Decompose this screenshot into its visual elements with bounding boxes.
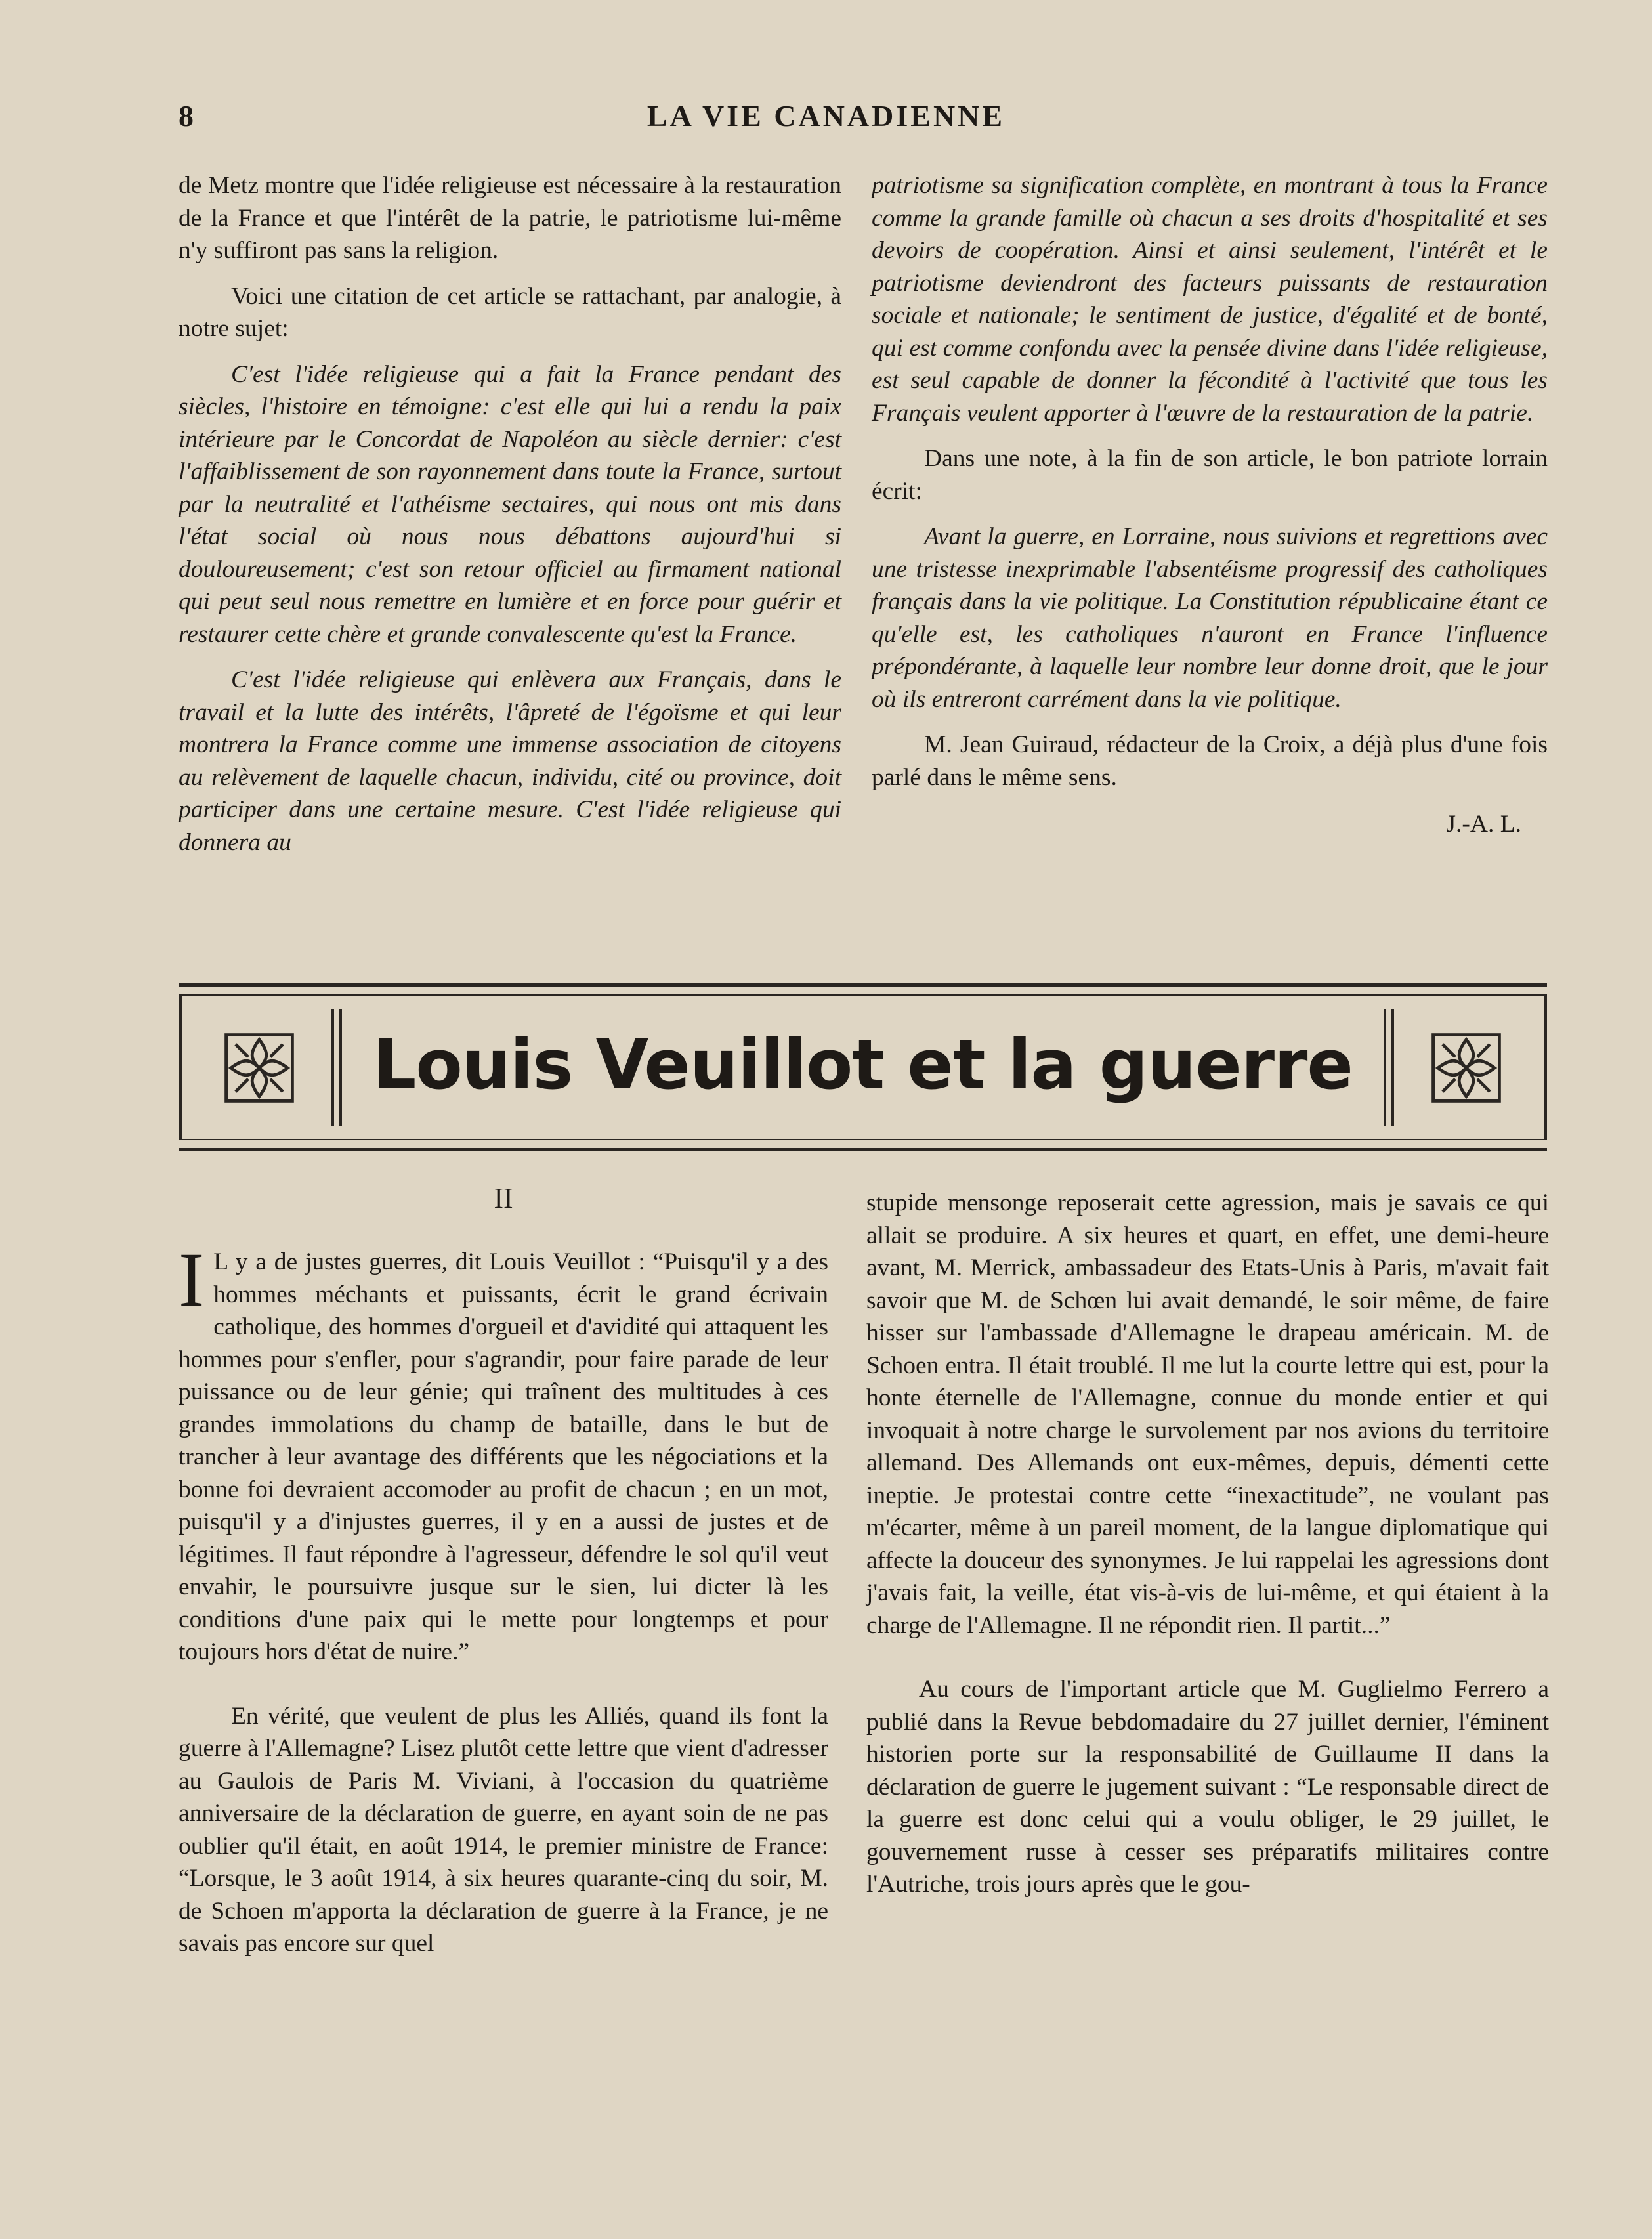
article-title-banner xyxy=(179,983,1547,1151)
page-number: 8 xyxy=(179,99,194,133)
paragraph: Dans une note, à la fin de son article, le bon patriote lorrain écrit: xyxy=(872,445,1548,505)
paragraph: stupide mensonge reposerait cette agression, mais je savais ce qui allait se produire. A six heures et quart, en effet, une demi-heure avant, M. Merrick, ambassadeur des Etats-Unis à Paris, m'avait fait savoir que M. de Schœn lui avait demandé, le soir même, de faire hisser sur l'ambassade d'Allemagne le drapeau américain. M. de Schoen entra. Il était troublé. Il me lut la courte lettre qui est, pour la honte éternelle de l'Allemagne, connue du monde entier et qui invoquait à notre charge le survolement par nos avions du territoire allemand. Des Allemands ont eux-mêmes, depuis, démenti cette ineptie. Je protestai contre cette “inexactitude”, ne voulant pas m'écarter, même à un pareil moment, de la langue diplomatique qui affecte la douceur des synonymes. Je lui rappelai les agressions dont j'avais fait, la veille, état vis-à-vis de lui-même, et qui étaient à la charge de l'Allemagne. Il ne répondit rien. Il partit...” xyxy=(866,1189,1549,1639)
quotation-paragraph: C'est l'idée religieuse qui a fait la France pendant des siècles, l'histoire en témoigne: c'est elle qui lui a rendu la paix intérieure par le Concordat de Napoléon au siècle dernier: c'est l'affaiblissement de son rayonnement dans toute la France, surtout par la neutralité et l'athéisme sectaires, qui nous ont mis dans l'état social où nous nous débattons aujourd'hui si douloureusement; c'est son retour officiel au firmament national qui peut seul nous remettre en lumière et en force pour guérir et restaurer cette chère et grande convalescente qu'est la France. xyxy=(179,360,841,648)
page-header xyxy=(0,98,1652,144)
bottom-right-column xyxy=(866,1187,1549,1901)
quotation-paragraph: Avant la guerre, en Lorraine, nous suivions et regrettions avec une tristesse inexprimable l'absentéisme progressif des catholiques français dans la vie politique. La Constitution républicaine étant ce qu'elle est, les catholiques n'auront en France l'influence prépondérante, à laquelle leur nombre leur donne droit, que le jour où ils entreront carrément dans la vie politique. xyxy=(872,523,1548,713)
fleuron-ornament-icon xyxy=(220,1029,299,1107)
banner-frame xyxy=(179,994,1547,1140)
section-number: II xyxy=(494,1182,513,1214)
bottom-left-column xyxy=(179,1237,828,1960)
divider xyxy=(1391,1009,1394,1126)
author-signature: J.-A. L. xyxy=(1446,811,1521,838)
paragraph: M. Jean Guiraud, rédacteur de la Croix, a déjà plus d'une fois parlé dans le même sens. xyxy=(872,731,1548,791)
divider xyxy=(331,1009,334,1126)
paragraph xyxy=(179,1237,828,1669)
paragraph: Au cours de l'important article que M. Guglielmo Ferrero a publié dans la Revue bebdomadaire du 27 juillet dernier, l'éminent historien porte sur la responsabilité de Guillaume II dans la déclaration de guerre le jugement suivant : “Le responsable direct de la guerre est donc celui qui a voulu obliger, le 29 juillet, le gouvernement russe à cesser ses préparatifs militaires contre l'Autriche, trois jours après que le gou- xyxy=(866,1676,1549,1898)
top-left-column xyxy=(179,169,841,859)
divider xyxy=(339,1009,342,1126)
fleuron-ornament-icon xyxy=(1427,1029,1506,1107)
top-right-column xyxy=(872,169,1548,841)
drop-cap: I xyxy=(179,1237,205,1323)
paragraph: Voici une citation de cet article se rattachant, par analogie, à notre sujet: xyxy=(179,282,841,342)
article-title: Louis Veuillot et la guerre xyxy=(373,1025,1353,1105)
paragraph-text: L y a de justes guerres, dit Louis Veuillot : “Puisqu'il y a des hommes méchants et puissants, écrit le grand écrivain catholique, des hommes d'orgueil et d'avidité qui attaquent les hommes pour s'enfler, pour s'agrandir, pour faire parade de leur puissance ou de leur génie; qui traînent des multitudes à ces grandes immolations du champ de bataille, dans le but de trancher à leur avantage des différents que les négociations et la bonne foi devraient accomoder au profit de chacun ; en un mot, puisqu'il y a d'injustes guerres, il y en a aussi de justes et de légitimes. Il faut répondre à l'agresseur, défendre le sol qu'il veut envahir, le poursuivre jusque sur le sien, lui dicter là les conditions d'une paix qui le mette pour longtemps et pour toujours hors d'état de nuire.” xyxy=(179,1248,828,1665)
quotation-paragraph: patriotisme sa signification complète, en montrant à tous la France comme la grande famille où chacun a ses droits d'hospitalité et ses devoirs de coopération. Ainsi et ainsi seulement, l'intérêt et le patriotisme deviendront des facteurs puissants de restauration sociale et nationale; le sentiment de justice, d'égalité et de bonté, qui est comme confondu avec la pensée divine dans l'idée religieuse, est seul capable de donner la fécondité à l'activité que tous les Français veulent apporter à l'œuvre de la restauration de la patrie. xyxy=(872,172,1548,427)
paragraph: de Metz montre que l'idée religieuse est nécessaire à la restauration de la France et que l'intérêt de la patrie, le patriotisme lui-même n'y suffiront pas sans la religion. xyxy=(179,172,841,264)
paragraph: En vérité, que veulent de plus les Alliés, quand ils font la guerre à l'Allemagne? Lisez plutôt cette lettre que vient d'adresser au Gaulois de Paris M. Viviani, à l'occasion du quatrième anniversaire de la déclaration de guerre, en ayant soin de ne pas oublier qu'il était, en août 1914, le premier ministre de France: “Lorsque, le 3 août 1914, à six heures quarante-cinq du soir, M. de Schoen m'apporta la déclaration de guerre à la France, je ne savais pas encore sur quel xyxy=(179,1702,828,1957)
journal-title: LA VIE CANADIENNE xyxy=(646,99,1006,133)
divider xyxy=(1384,1009,1386,1126)
quotation-paragraph: C'est l'idée religieuse qui enlèvera aux Français, dans le travail et la lutte des intérêts, l'âpreté de l'égoïsme et qui leur montrera la France comme une immense association de citoyens au relèvement de laquelle chacun, individu, cité ou province, doit participer dans une certaine mesure. C'est l'idée religieuse qui donnera au xyxy=(179,666,841,856)
